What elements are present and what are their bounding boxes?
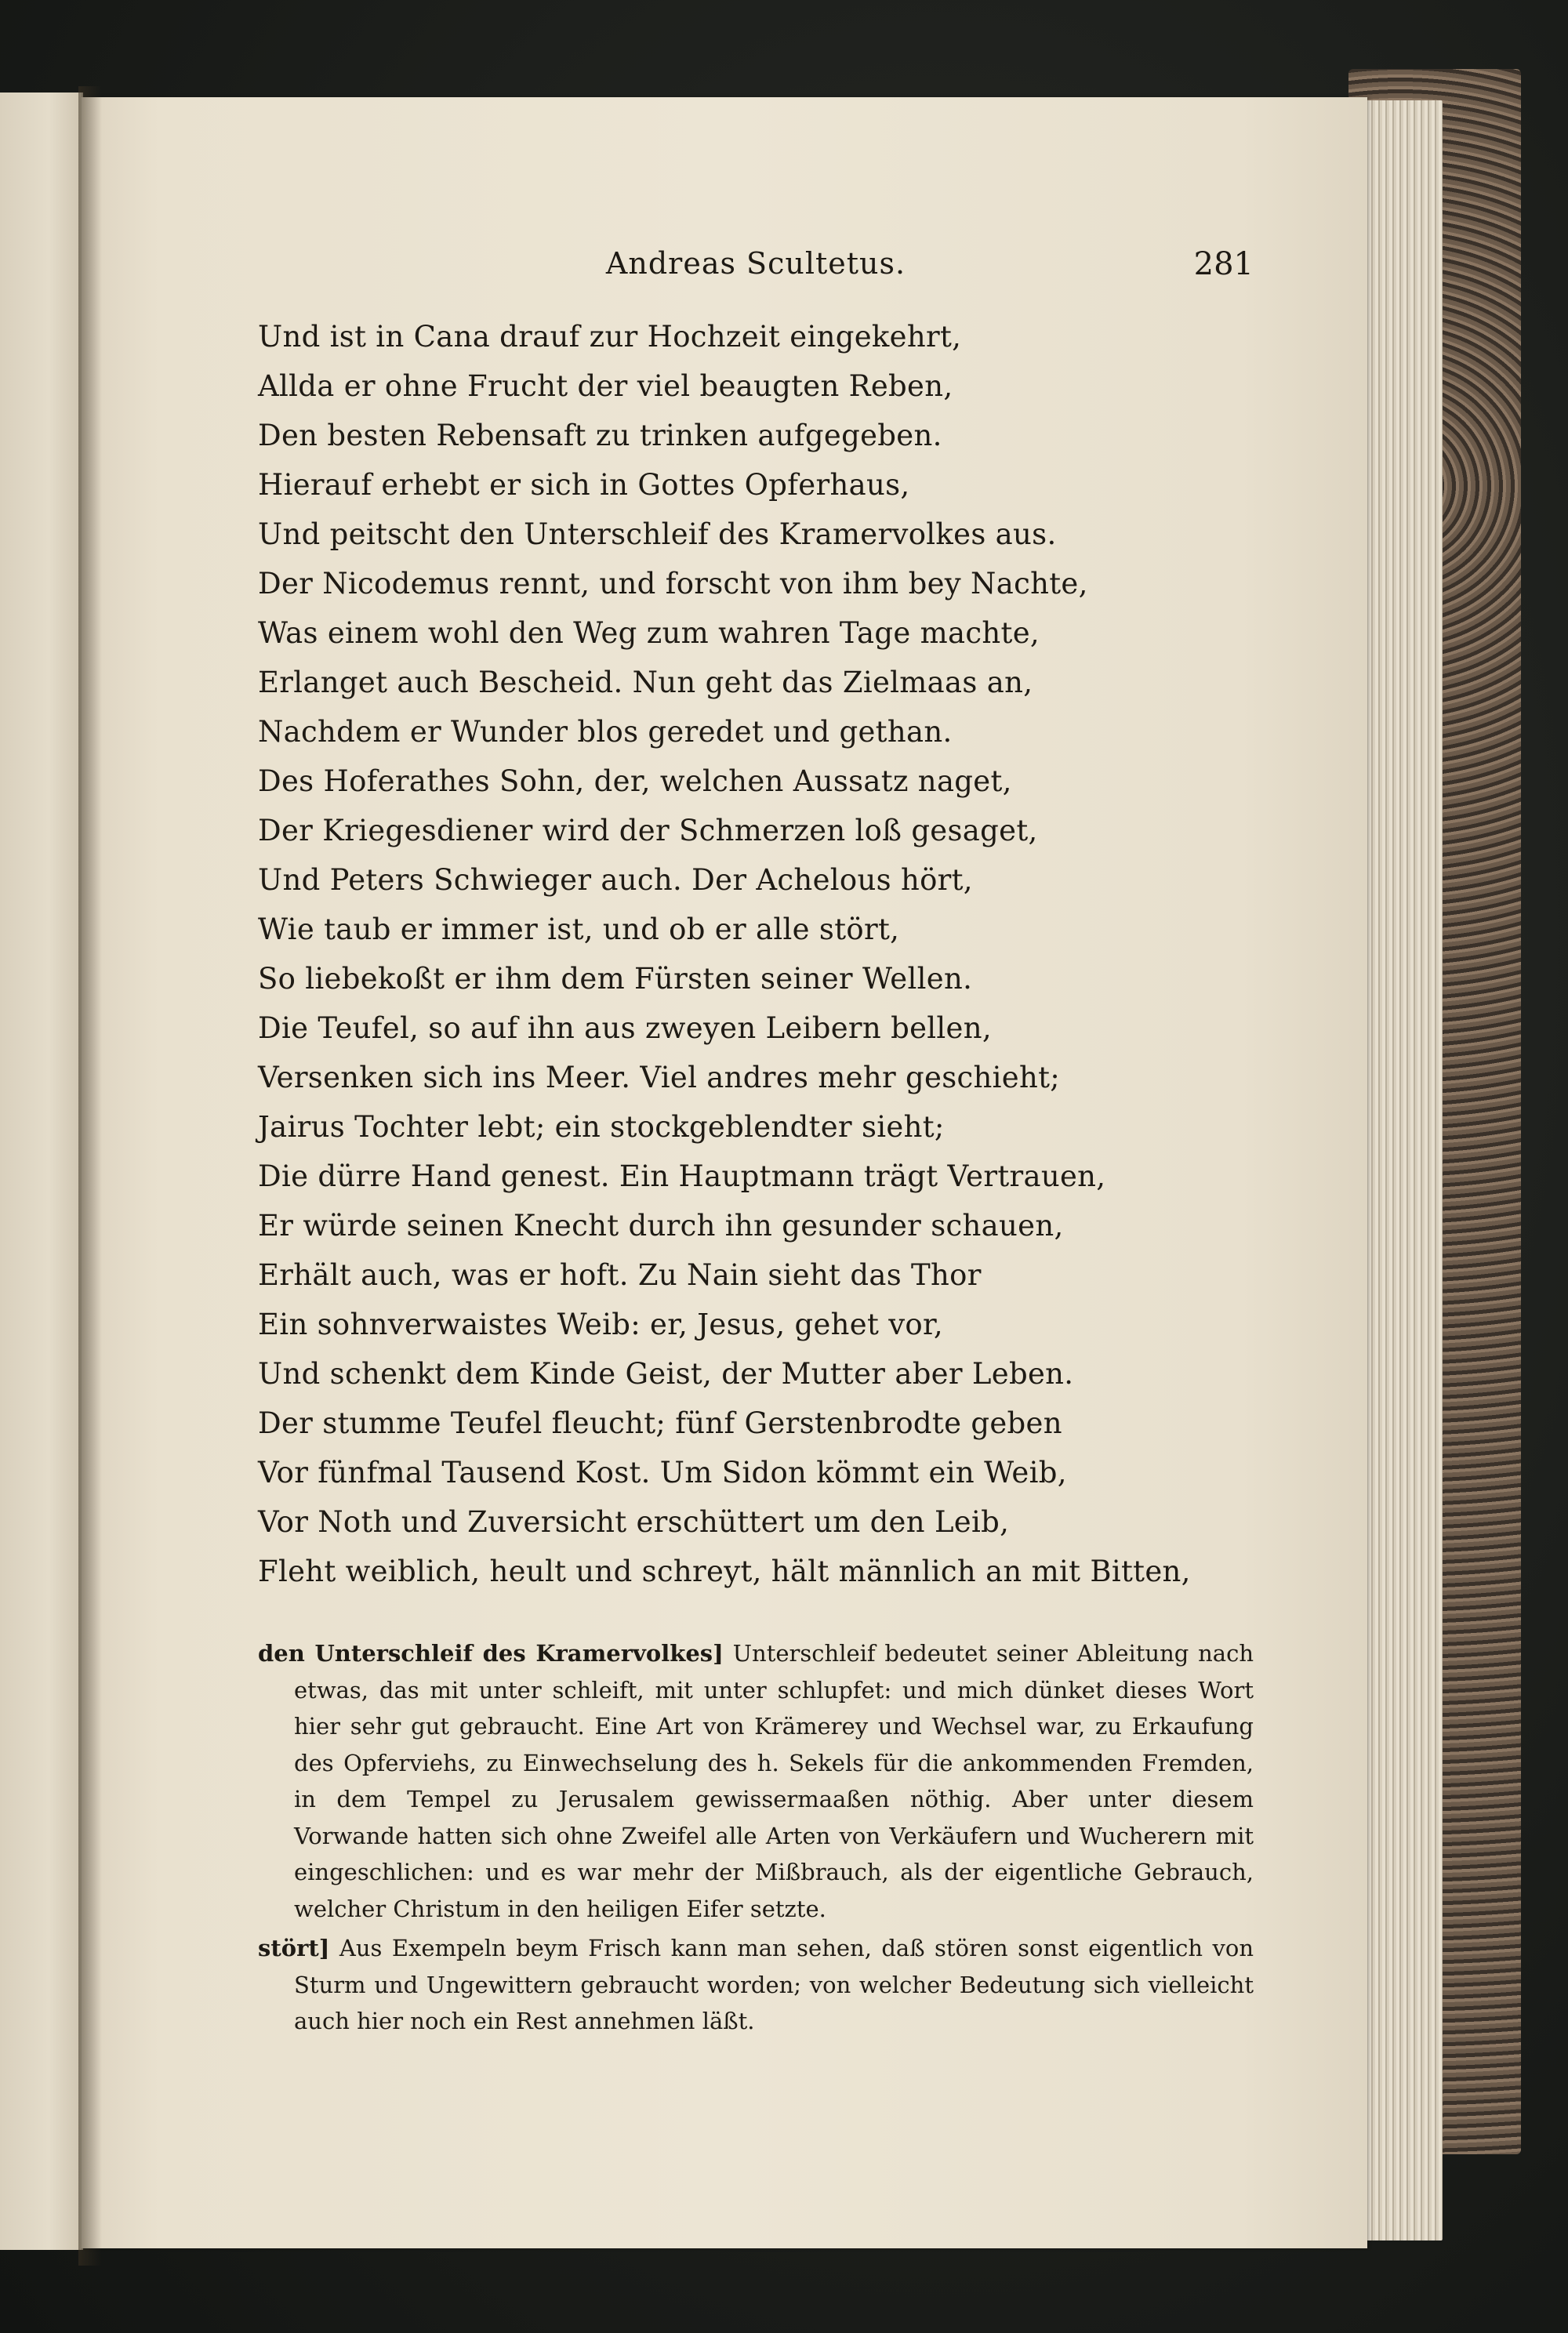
facing-page-edge	[0, 93, 83, 2250]
footnote-text: Aus Exempeln beym Frisch kann man sehen, daß stören sonst eigentlich von Sturm und Ungewittern gebraucht worden; von welcher Bedeutung sich vielleicht auch hier noch ein Rest annehmen läßt.	[294, 1935, 1254, 2034]
footnote	[258, 1635, 1254, 1927]
verse-line: Der Nicodemus rennt, und forscht von ihm bey Nachte,	[258, 567, 1088, 600]
verse-line: Die dürre Hand genest. Ein Hauptmann trägt Vertrauen,	[258, 1159, 1106, 1193]
verse-line: Und peitscht den Unterschleif des Kramervolkes aus.	[258, 517, 1057, 551]
verse-line: Und ist in Cana drauf zur Hochzeit eingekehrt,	[258, 320, 962, 354]
verse-line: So liebekoßt er ihm dem Fürsten seiner Wellen.	[258, 962, 973, 996]
book-page	[82, 97, 1367, 2248]
verse-line: Vor fünfmal Tausend Kost. Um Sidon kömmt ein Weib,	[258, 1456, 1067, 1489]
verse-line: Erhält auch, was er hoft. Zu Nain sieht das Thor	[258, 1258, 982, 1292]
verse-line: Allda er ohne Frucht der viel beaugten Reben,	[258, 369, 953, 403]
page-text-block	[258, 238, 1254, 2043]
verse-line: Und Peters Schwieger auch. Der Achelous hört,	[258, 863, 973, 897]
verse-line: Ein sohnverwaistes Weib: er, Jesus, gehet vor,	[258, 1308, 943, 1341]
running-head	[258, 238, 1254, 301]
verse-line: Die Teufel, so auf ihn aus zweyen Leibern bellen,	[258, 1011, 992, 1045]
verse-line: Der stumme Teufel fleucht; fünf Gerstenbrodte geben	[258, 1406, 1062, 1440]
verse-line: Wie taub er immer ist, und ob er alle stört,	[258, 913, 900, 946]
verse-line: Jairus Tochter lebt; ein stockgeblendter sieht;	[258, 1110, 945, 1144]
gutter-shadow	[78, 86, 102, 2266]
notes-separator	[258, 1596, 1254, 1635]
verse-line: Erlanget auch Bescheid. Nun geht das Zielmaas an,	[258, 666, 1033, 699]
footnote-text: Unterschleif bedeutet seiner Ableitung nach etwas, das mit unter schleift, mit unter schlupfet: und mich dünket dieses Wort hier sehr gut gebraucht. Eine Art von Krämerey und Wechsel war, zu Erkaufung des Opferviehs, zu Einwechselung des h. Sekels für die ankommenden Fremden, in dem Tempel zu Jerusalem gewissermaaßen nöthig. Aber unter diesem Vorwande hatten sich ohne Zweifel alle Arten von Verkäufern und Wucherern mit eingeschlichen: und es war mehr der Mißbrauch, als der eigentliche Gebrauch, welcher Christum in den heiligen Eifer setzte.	[294, 1640, 1254, 1922]
footnote-lemma: stört]	[258, 1935, 330, 1961]
page-number: 281	[1193, 246, 1254, 282]
verse-line: Fleht weiblich, heult und schreyt, hält männlich an mit Bitten,	[258, 1555, 1191, 1588]
verse-line: Was einem wohl den Weg zum wahren Tage machte,	[258, 616, 1040, 650]
verse-line: Nachdem er Wunder blos geredet und gethan.	[258, 715, 953, 749]
verse-line: Und schenkt dem Kinde Geist, der Mutter aber Leben.	[258, 1357, 1074, 1391]
running-title: Andreas Scultetus.	[605, 246, 906, 281]
verse-line: Versenken sich ins Meer. Viel andres mehr geschieht;	[258, 1061, 1061, 1094]
verse-lines	[258, 312, 1254, 1596]
verse-line: Vor Noth und Zuversicht erschüttert um den Leib,	[258, 1505, 1010, 1539]
verse-line: Er würde seinen Knecht durch ihn gesunder schauen,	[258, 1209, 1064, 1243]
verse-line: Hierauf erhebt er sich in Gottes Opferhaus,	[258, 468, 910, 502]
verse-line: Den besten Rebensaft zu trinken aufgegeben.	[258, 419, 942, 452]
footnotes	[258, 1635, 1254, 2040]
footnote-lemma: den Unterschleif des Kramervolkes]	[258, 1640, 724, 1667]
footnote	[258, 1930, 1254, 2040]
verse-line: Des Hoferathes Sohn, der, welchen Aussatz naget,	[258, 764, 1012, 798]
verse-line: Der Kriegesdiener wird der Schmerzen loß gesaget,	[258, 814, 1038, 847]
